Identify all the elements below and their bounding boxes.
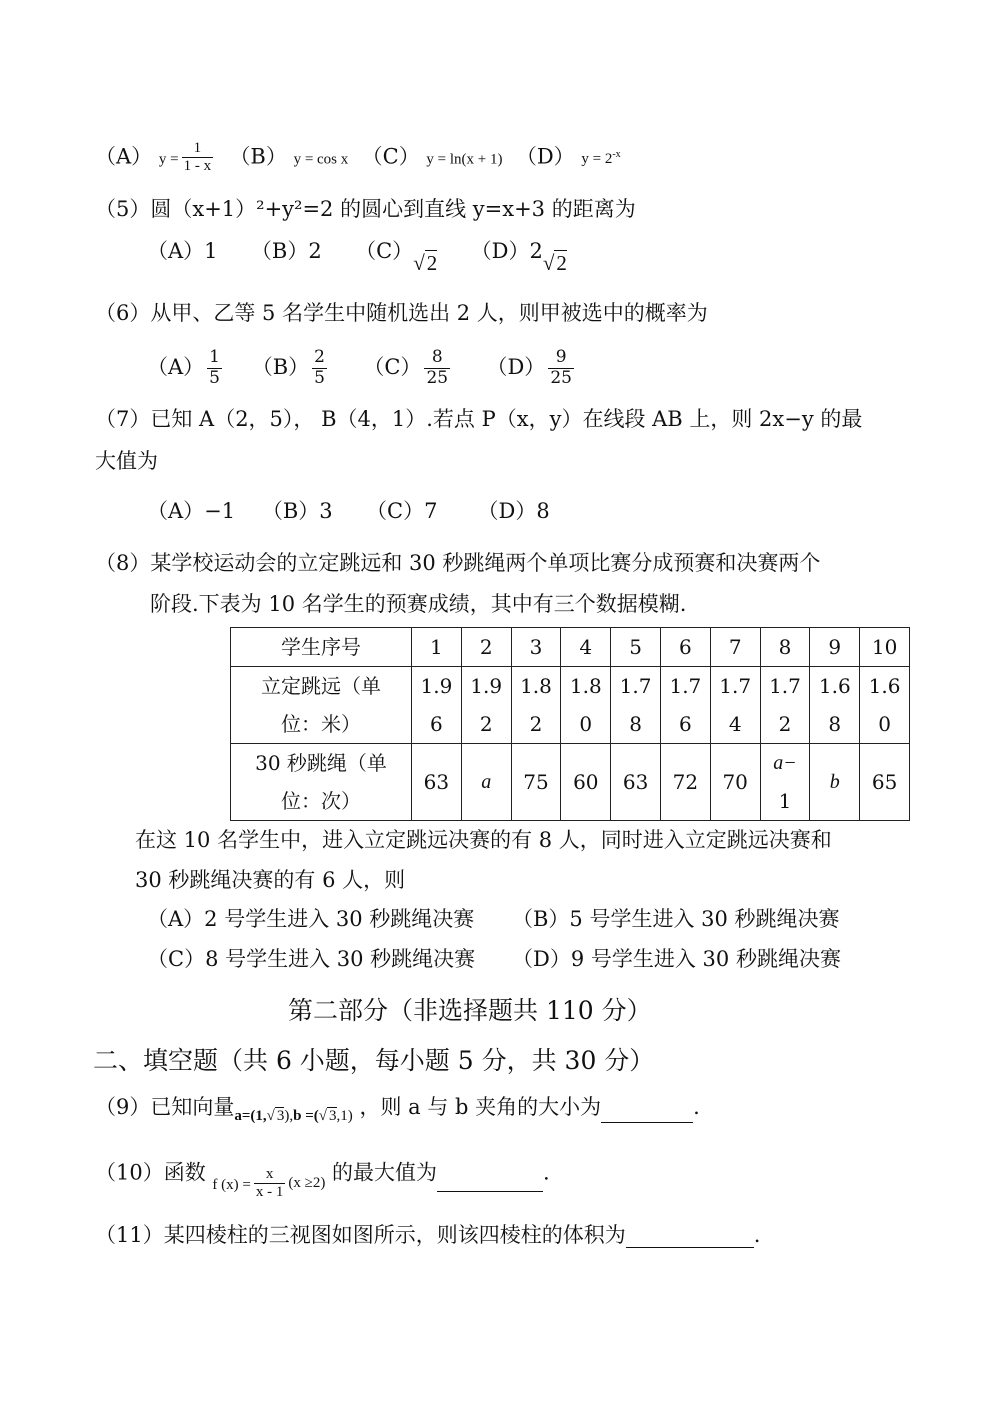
table-cell: 3 bbox=[511, 628, 561, 667]
table-row bbox=[231, 667, 910, 744]
table-header-student-id: 学生序号 bbox=[231, 628, 412, 667]
table-cell: 7 bbox=[710, 628, 760, 667]
q9-vectors: a=(1,√ 3),b =(√ 3,1) bbox=[234, 1108, 353, 1124]
q4-option-d-label: （D） bbox=[515, 144, 575, 169]
q6-option-a-fraction: $\frac{1}{5}$ bbox=[209, 347, 220, 388]
q10-lhs: f (x) = bbox=[212, 1177, 251, 1194]
q4-option-b-label: （B） bbox=[229, 144, 287, 169]
section2-title: 二、填空题（共 6 小题，每小题 5 分，共 30 分） bbox=[93, 1046, 655, 1075]
q11-line bbox=[95, 1222, 760, 1248]
q6-option-b-fraction: $\frac{2}{5}$ bbox=[314, 347, 325, 388]
q4-options bbox=[95, 140, 621, 176]
table-cell: 1.6 0 bbox=[860, 667, 910, 744]
table-cell: 2 bbox=[461, 628, 511, 667]
table-cell: 63 bbox=[412, 744, 462, 821]
table-cell: 9 bbox=[810, 628, 860, 667]
q4-option-a-fraction: $\frac{1}{1 - x}$ bbox=[183, 140, 212, 175]
q7-option-b: （B）3 bbox=[261, 499, 333, 523]
q11-answer-blank[interactable] bbox=[626, 1227, 754, 1248]
q10-question: 的最大值为 bbox=[332, 1160, 438, 1185]
table-cell: 75 bbox=[511, 744, 561, 821]
table-cell: 1.7 6 bbox=[660, 667, 710, 744]
q7-stem-line1: （7）已知 A（2，5）， B（4，1）.若点 P（x，y）在线段 AB 上，则 2x−y 的最 bbox=[95, 407, 863, 431]
q10-answer-blank[interactable] bbox=[437, 1171, 543, 1192]
q8-stem-line2: 阶段.下表为 10 名学生的预赛成绩，其中有三个数据模糊. bbox=[150, 592, 687, 616]
q6-option-d-fraction: $\frac{9}{25}$ bbox=[550, 347, 572, 388]
q4-option-c-label: （C） bbox=[361, 144, 420, 169]
q7-options bbox=[147, 498, 550, 524]
table-cell: 8 bbox=[760, 628, 810, 667]
table-cell: 1 bbox=[412, 628, 462, 667]
table-cell: 6 bbox=[660, 628, 710, 667]
q4-option-a-label: （A） bbox=[95, 144, 153, 169]
table-cell: 1.9 6 bbox=[412, 667, 462, 744]
table-cell: 65 bbox=[860, 744, 910, 821]
q10-period: . bbox=[543, 1160, 550, 1185]
table-cell: 63 bbox=[611, 744, 661, 821]
q9-prefix: （9）已知向量 bbox=[95, 1095, 235, 1119]
q6-option-c-label: （C） bbox=[363, 355, 422, 379]
q9-period: . bbox=[693, 1095, 700, 1119]
table-cell: a bbox=[461, 744, 511, 821]
q8-score-table bbox=[230, 627, 910, 821]
table-cell: 1.6 8 bbox=[810, 667, 860, 744]
q5-option-d: （D）2 bbox=[470, 239, 543, 263]
q4-option-a-lhs: y = bbox=[158, 151, 179, 168]
q8-option-d: （D）9 号学生进入 30 秒跳绳决赛 bbox=[512, 947, 841, 971]
q6-option-a-label: （A） bbox=[147, 355, 205, 379]
table-header-long-jump: 立定跳远（单 位：米） bbox=[231, 667, 412, 744]
q5-option-c-radicand: 2 bbox=[426, 251, 438, 275]
q5-stem: （5）圆（x+1）²+y²=2 的圆心到直线 y=x+3 的距离为 bbox=[95, 197, 636, 221]
q5-options: （A）1 （B）2 （C）√2 （D）2√2 bbox=[147, 239, 567, 275]
q7-option-c: （C）7 bbox=[366, 499, 438, 523]
part2-title: 第二部分（非选择题共 110 分） bbox=[288, 996, 652, 1025]
q9-answer-blank[interactable] bbox=[601, 1102, 693, 1123]
table-cell: 1.8 0 bbox=[561, 667, 611, 744]
q7-option-a: （A）−1 bbox=[147, 499, 236, 523]
table-cell: 1.7 4 bbox=[710, 667, 760, 744]
table-cell: 1.9 2 bbox=[461, 667, 511, 744]
table-cell: 10 bbox=[860, 628, 910, 667]
q10-prefix: （10）函数 bbox=[95, 1160, 206, 1185]
table-cell: 72 bbox=[660, 744, 710, 821]
q6-option-d-label: （D） bbox=[486, 355, 546, 379]
table-cell: 60 bbox=[561, 744, 611, 821]
table-cell: 1.7 8 bbox=[611, 667, 661, 744]
q4-option-c-expr: y = ln(x + 1) bbox=[426, 151, 503, 168]
table-cell: 1.7 2 bbox=[760, 667, 810, 744]
q4-option-d-expr: $y = 2^{-x}$ bbox=[581, 149, 621, 168]
q6-options bbox=[147, 342, 577, 392]
q5-option-d-radicand: 2 bbox=[556, 251, 567, 275]
q6-option-b-label: （B） bbox=[251, 355, 310, 379]
table-header-rope-skip: 30 秒跳绳（单 位：次） bbox=[231, 744, 412, 821]
q8-condition-line2: 30 秒跳绳决赛的有 6 人，则 bbox=[135, 868, 406, 892]
q7-option-d: （D）8 bbox=[477, 499, 550, 523]
table-cell: 4 bbox=[561, 628, 611, 667]
q10-line bbox=[95, 1156, 550, 1201]
table-cell: 1.8 2 bbox=[511, 667, 561, 744]
q11-period: . bbox=[753, 1223, 761, 1247]
q7-stem-line2: 大值为 bbox=[95, 449, 158, 473]
q5-option-c: （C） bbox=[355, 239, 414, 263]
q8-option-a: （A）2 号学生进入 30 秒跳绳决赛 bbox=[147, 907, 475, 931]
q8-option-c: （C）8 号学生进入 30 秒跳绳决赛 bbox=[147, 947, 476, 971]
q6-option-c-fraction: $\frac{8}{25}$ bbox=[426, 347, 449, 388]
q10-fraction: $\frac{x}{x - 1}$ bbox=[255, 1166, 284, 1201]
q5-option-a: （A）1 bbox=[147, 239, 218, 263]
q10-condition: (x ≥2) bbox=[288, 1175, 326, 1192]
q4-option-b-expr: y = cos x bbox=[293, 151, 349, 168]
table-cell: 5 bbox=[611, 628, 661, 667]
table-cell: 70 bbox=[710, 744, 760, 821]
q11-question: （11）某四棱柱的三视图如图所示，则该四棱柱的体积为 bbox=[95, 1223, 626, 1247]
table-cell: a− 1 bbox=[760, 744, 810, 821]
q9-line bbox=[95, 1094, 700, 1123]
table-row bbox=[231, 628, 910, 667]
q8-condition-line1: 在这 10 名学生中，进入立定跳远决赛的有 8 人，同时进入立定跳远决赛和 bbox=[135, 828, 832, 852]
q8-stem-line1: （8）某学校运动会的立定跳远和 30 秒跳绳两个单项比赛分成预赛和决赛两个 bbox=[95, 551, 821, 575]
q6-stem: （6）从甲、乙等 5 名学生中随机选出 2 人，则甲被选中的概率为 bbox=[95, 301, 708, 325]
q5-option-b: （B）2 bbox=[250, 239, 322, 263]
table-cell: b bbox=[810, 744, 860, 821]
q8-option-b: （B）5 号学生进入 30 秒跳绳决赛 bbox=[512, 907, 840, 931]
q9-question: ，则 a 与 b 夹角的大小为 bbox=[359, 1095, 602, 1119]
table-row bbox=[231, 744, 910, 821]
